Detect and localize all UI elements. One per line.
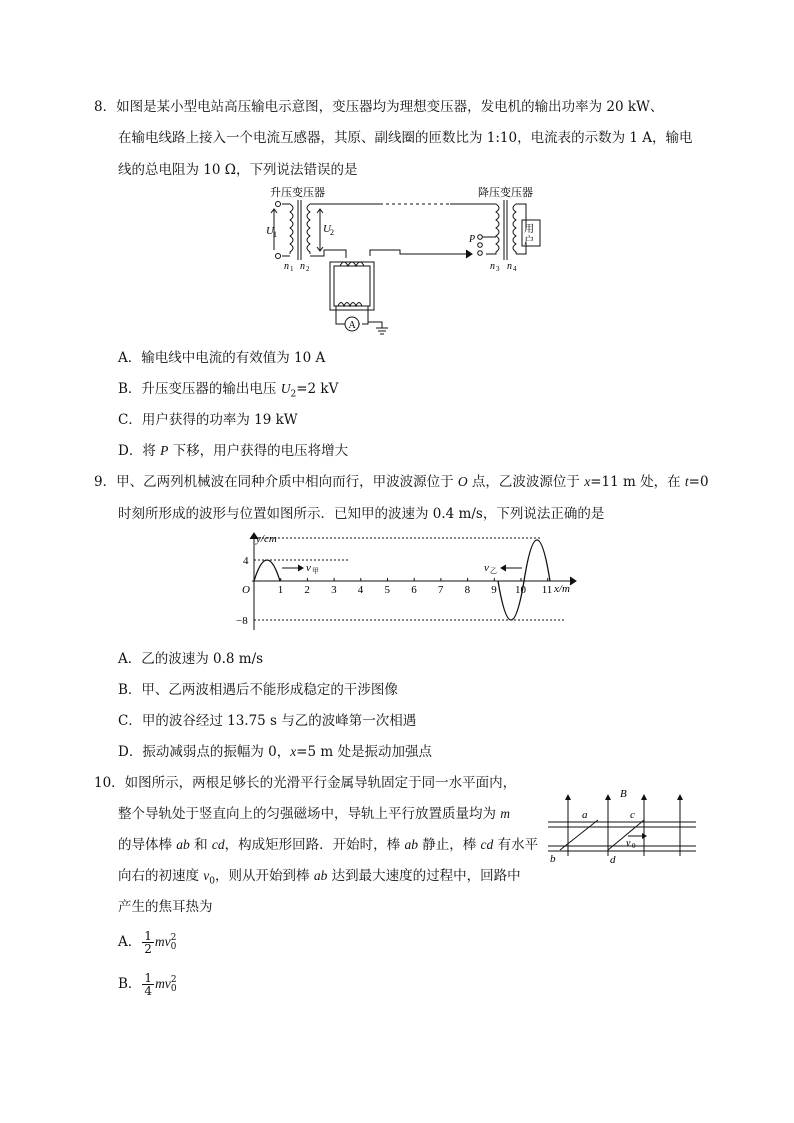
q9-option-b: B．甲、乙两波相遇后不能形成稳定的干涉图像 [118,682,398,698]
q8-line2: 在输电线路上接入一个电流互感器，其原、副线圈的匝数比为 1:10，电流表的示数为 1 A，输电 [118,130,693,146]
q10-line3-e: 有水平 [493,837,539,853]
b-end-label: b [550,853,556,865]
q8-option-c: C．用户获得的功率为 19 kW [118,412,298,428]
q10-option-b [118,972,177,997]
x-tick-label: 6 [411,584,417,596]
user-label-1: 用 [524,224,534,235]
q10-option-b-sub: 0 [170,983,177,994]
n4-label: n [507,261,512,272]
q8-option-d [118,441,348,461]
q10-line5: 产生的焦耳热为 [118,899,213,915]
x-tick-label: 3 [331,584,337,596]
v0-label: v [626,838,631,849]
q9-line1-o: O [457,474,468,489]
x-tick-label: 11 [541,584,553,596]
q10-option-b-expr: mv [155,976,171,991]
b-arrow-4 [677,794,683,800]
q10-line4-vsub: 0 [209,876,216,887]
d-label: d [610,854,616,866]
q10-line3-d: 静止，棒 [417,837,481,853]
x-tick-label: 10 [515,584,526,596]
b-arrow-2 [605,794,611,800]
secondary-coil-n2 [307,204,323,254]
q10-option-b-sup: 2 [170,974,177,985]
q10-option-a-fraction [142,930,154,955]
rail-diagram [540,784,700,866]
p-label: P [469,234,476,245]
n2-sub: 2 [306,265,310,273]
u2-label: U [323,223,331,235]
b-arrow-1 [565,794,571,800]
n2-label: n [300,261,305,272]
q10-option-a-den: 2 [144,942,152,956]
u1-label: U [266,225,274,237]
q10-line2-m: m [500,806,511,821]
x-axis-arrow [570,577,576,585]
v-yi-label: v [484,562,489,574]
x-axis-label: x/m [554,583,570,595]
q10-line4-v: v [203,868,210,883]
u2-sub: 2 [330,228,334,237]
n4-sub: 4 [513,265,517,273]
q10-option-a [118,930,176,955]
transmission-lines [310,204,496,258]
transmission-diagram [260,182,560,342]
step-up-label: 升压变压器 [270,186,325,199]
q10-line4-b: ，则从开始到棒 [215,868,314,884]
v-yi-sub: 乙 [490,567,497,575]
wave-jia [254,560,280,581]
q8-option-b-text: B．升压变压器的输出电压 [118,381,281,397]
q10-line1: 10．如图所示，两根足够长的光滑平行金属导轨固定于同一水平面内， [94,775,517,791]
q10-option-a-sup: 2 [170,932,177,943]
q8-option-b-var: U [280,381,291,396]
q10-line3-cd2: cd [480,837,494,852]
q9-option-d [118,742,432,762]
y-axis-label: y/cm [256,533,277,545]
n3-label: n [490,261,495,272]
x-tick-label: 9 [491,584,497,596]
n1-label: n [284,261,289,272]
q10-line3-b: 和 [189,837,212,853]
q10-line2 [118,804,510,824]
q10-line3-ab: ab [176,837,190,852]
q10-line3-c: ，构成矩形回路．开始时，棒 [224,837,405,853]
x-tick-label: 7 [437,584,444,596]
q9-line1-t: t [684,474,689,489]
q9-line1-a: 9．甲、乙两列机械波在同种介质中相向而行，甲波波源位于 [94,474,458,490]
v-jia-label: v [306,562,311,574]
b-arrow-3 [641,794,647,800]
q8-option-d-post: 下移，用户获得的电压将增大 [168,443,349,459]
q9-option-d-post: =5 m 处是振动加强点 [296,744,433,760]
x-tick-label: 1 [277,584,284,596]
q8-option-b-sub: 2 [290,389,297,400]
q10-line3-ab2: ab [404,837,418,852]
q9-option-d-x: x [290,744,297,759]
user-label-2: 户 [524,236,534,247]
q10-option-b-fraction [142,972,154,997]
wave-yi [498,540,550,620]
q10-line3 [118,835,538,855]
q10-option-a-label: A． [118,934,142,950]
q10-line3-cd: cd [211,837,225,852]
q8-option-d-text: D．将 [118,443,161,459]
q9-line1 [94,472,709,492]
x-tick-label: 8 [464,584,471,596]
q10-option-a-expr: mv [154,934,171,949]
n3-sub: 3 [496,265,500,273]
q9-option-c: C．甲的波谷经过 13.75 s 与乙的波峰第一次相遇 [118,713,417,729]
q9-line1-x: x [584,474,591,489]
q9-line2: 时刻所形成的波形与位置如图所示．已知甲的波速为 0.4 m/s，下列说法正确的是 [118,506,605,522]
x-tick-label: 4 [357,584,364,596]
q10-line4-a: 向右的初速度 [118,868,204,884]
q10-line4-c: 达到最大速度的过程中，回路中 [327,868,521,884]
q10-line2-text: 整个导轨处于竖直向上的匀强磁场中，导轨上平行放置质量均为 [118,806,501,822]
ammeter-label: A [348,320,356,331]
a-label: a [582,809,588,821]
origin-label: O [242,584,250,596]
wave-diagram [230,530,590,638]
v-jia-arrow-head [298,565,303,571]
q10-option-a-sub: 0 [170,941,177,952]
q10-option-b-num: 1 [144,971,153,985]
y-top-label: 4 [243,555,249,567]
q10-option-b-label: B． [118,976,142,992]
u1-sub: 1 [273,230,277,239]
q9-line1-b: 点，乙波波源位于 [467,474,585,490]
v-jia-sub: 甲 [312,567,319,575]
x-tick-label: 2 [304,584,310,596]
q8-line1: 8．如图是某小型电站高压输电示意图，变压器均为理想变压器，发电机的输出功率为 20 kW、 [94,99,664,115]
q8-option-d-var: P [160,443,169,458]
q10-line4-ab: ab [313,868,328,883]
q8-line3: 线的总电阻为 10 Ω，下列说法错误的是 [118,162,358,178]
q10-line3-a: 的导体棒 [118,837,177,853]
y-bottom-label: −8 [236,615,248,627]
v0-sub: 0 [632,842,636,850]
q10-line4 [118,866,521,892]
q10-option-a-num: 1 [144,929,152,943]
step-down-label: 降压变压器 [478,186,533,199]
v-yi-arrow-head [501,565,506,571]
n1-sub: 1 [290,265,294,273]
q9-option-d-text: D．振动减弱点的振幅为 0， [118,744,291,760]
q9-line1-c: =11 m 处，在 [590,474,685,490]
b-label: B [620,788,627,800]
x-tick-label: 5 [384,584,390,596]
q8-option-b [118,379,338,405]
q8-option-b-post: =2 kV [296,381,339,397]
q9-line1-d: =0 [688,474,709,490]
q9-option-a: A．乙的波速为 0.8 m/s [118,651,264,667]
c-label: c [630,809,635,821]
q8-option-a: A．输电线中电流的有效值为 10 A [118,350,326,366]
q10-option-b-den: 4 [144,984,153,998]
